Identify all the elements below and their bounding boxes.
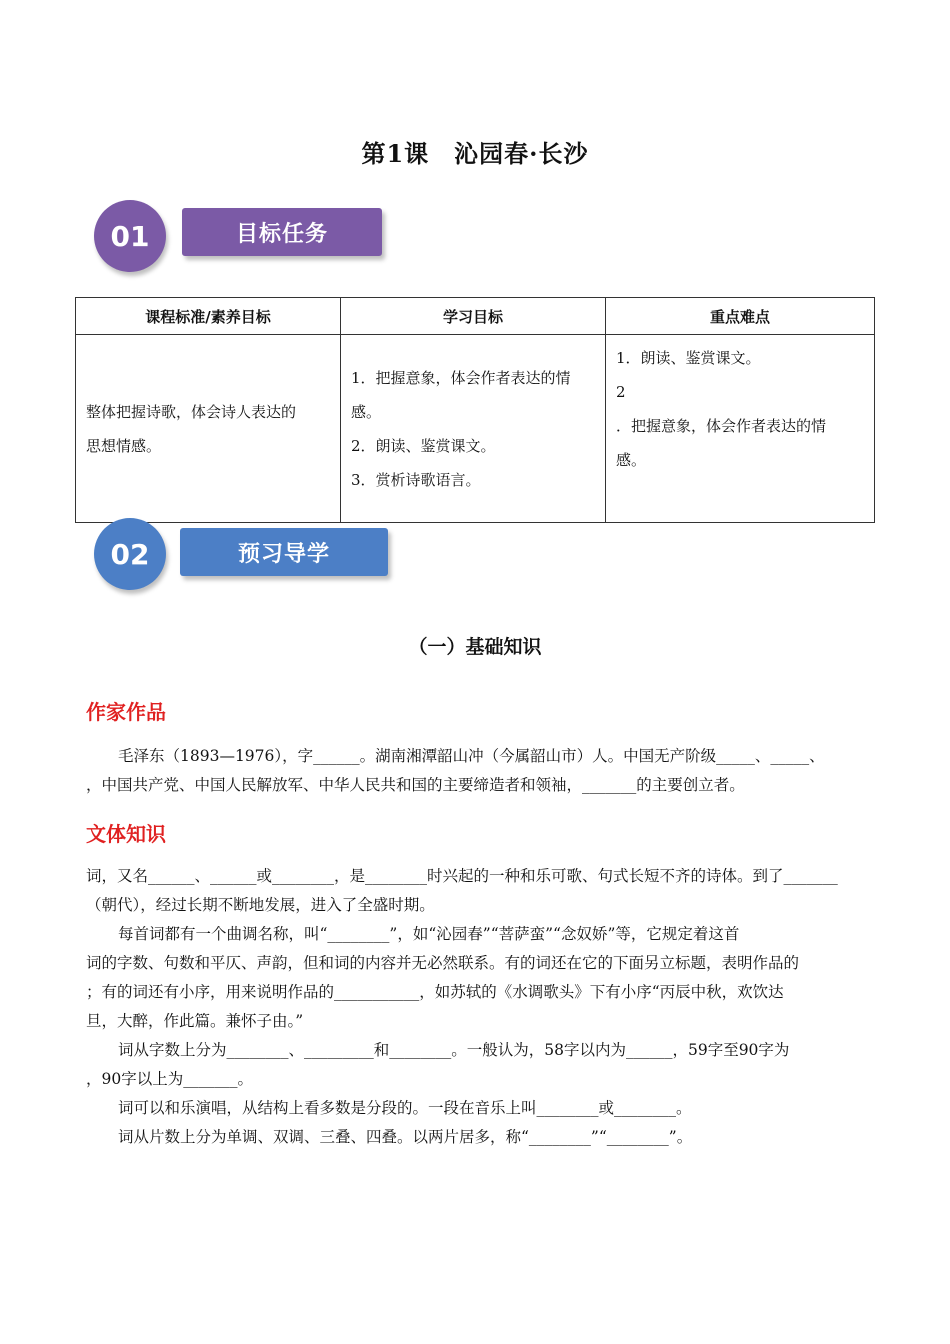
goals-table [75, 297, 875, 523]
cell-line: 1．把握意象，体会作者表达的情 [351, 368, 571, 387]
cell-line: ．把握意象，体会作者表达的情 [616, 417, 827, 435]
cell-line: 2．朗读、鉴赏课文。 [351, 436, 496, 455]
table-cell [606, 335, 875, 523]
section-badge-preview [92, 516, 402, 596]
text-line: 词，又名______、______或________，是________时兴起的一种和乐可歌、句式长短不齐的诗体。到了_______ [86, 867, 838, 885]
section-badge-goals [92, 200, 392, 280]
cell-line: 整体把握诗歌，体会诗人表达的 [86, 402, 297, 421]
section-number: 01 [94, 200, 166, 272]
text-line: ；有的词还有小序，用来说明作品的___________，如苏轼的《水调歌头》下有小序“丙辰中秋，欢饮达 [86, 983, 784, 1001]
subsection-title: （一）基础知识 [408, 636, 542, 658]
genre-heading: 文体知识 [86, 822, 166, 846]
table-cell [76, 335, 341, 523]
text-line: 词可以和乐演唱，从结构上看多数是分段的。一段在音乐上叫________或________。 [118, 1099, 692, 1117]
author-heading: 作家作品 [86, 700, 166, 724]
author-paragraph [86, 742, 866, 800]
text-line: 旦，大醉，作此篇。兼怀子由。” [86, 1012, 304, 1030]
text-line: 词的字数、句数和平仄、声韵，但和词的内容并无必然联系。有的词还在它的下面另立标题，表明作品的 [86, 954, 800, 972]
section-label: 目标任务 [182, 208, 382, 256]
cell-line: 1．朗读、鉴赏课文。 [616, 349, 761, 367]
cell-line: 感。 [616, 451, 647, 469]
text-line: ，90字以上为_______。 [86, 1070, 253, 1088]
text-line: 每首词都有一个曲调名称，叫“________”，如“沁园春”“菩萨蛮”“念奴娇”等，它规定着这首 [118, 925, 740, 943]
section-label: 预习导学 [180, 528, 388, 576]
table-cell [341, 335, 606, 523]
table-header: 学习目标 [341, 298, 606, 335]
table-header: 重点难点 [606, 298, 875, 335]
cell-line: 3．赏析诗歌语言。 [351, 470, 481, 489]
cell-line: 感。 [351, 402, 382, 421]
text-line: （朝代），经过长期不断地发展，进入了全盛时期。 [86, 896, 435, 914]
cell-line: 思想情感。 [86, 436, 162, 455]
table-header: 课程标准/素养目标 [76, 298, 341, 335]
text-line: 词从字数上分为________、_________和________。一般认为，58字以内为______，59字至90字为 [118, 1041, 790, 1059]
text-line: 毛泽东（1893—1976），字______。湖南湘潭韶山冲（今属韶山市）人。中国无产阶级_____、_____、 [118, 747, 825, 765]
text-line: ，中国共产党、中国人民解放军、中华人民共和国的主要缔造者和领袖，_______的主要创立者。 [86, 776, 745, 794]
text-line: 词从片数上分为单调、双调、三叠、四叠。以两片居多，称“________”“________”。 [118, 1128, 693, 1146]
section-number: 02 [94, 518, 166, 590]
page-title: 第1课 沁园春·长沙 [361, 139, 589, 168]
cell-line: 2 [616, 383, 626, 401]
genre-paragraph [86, 862, 866, 1152]
